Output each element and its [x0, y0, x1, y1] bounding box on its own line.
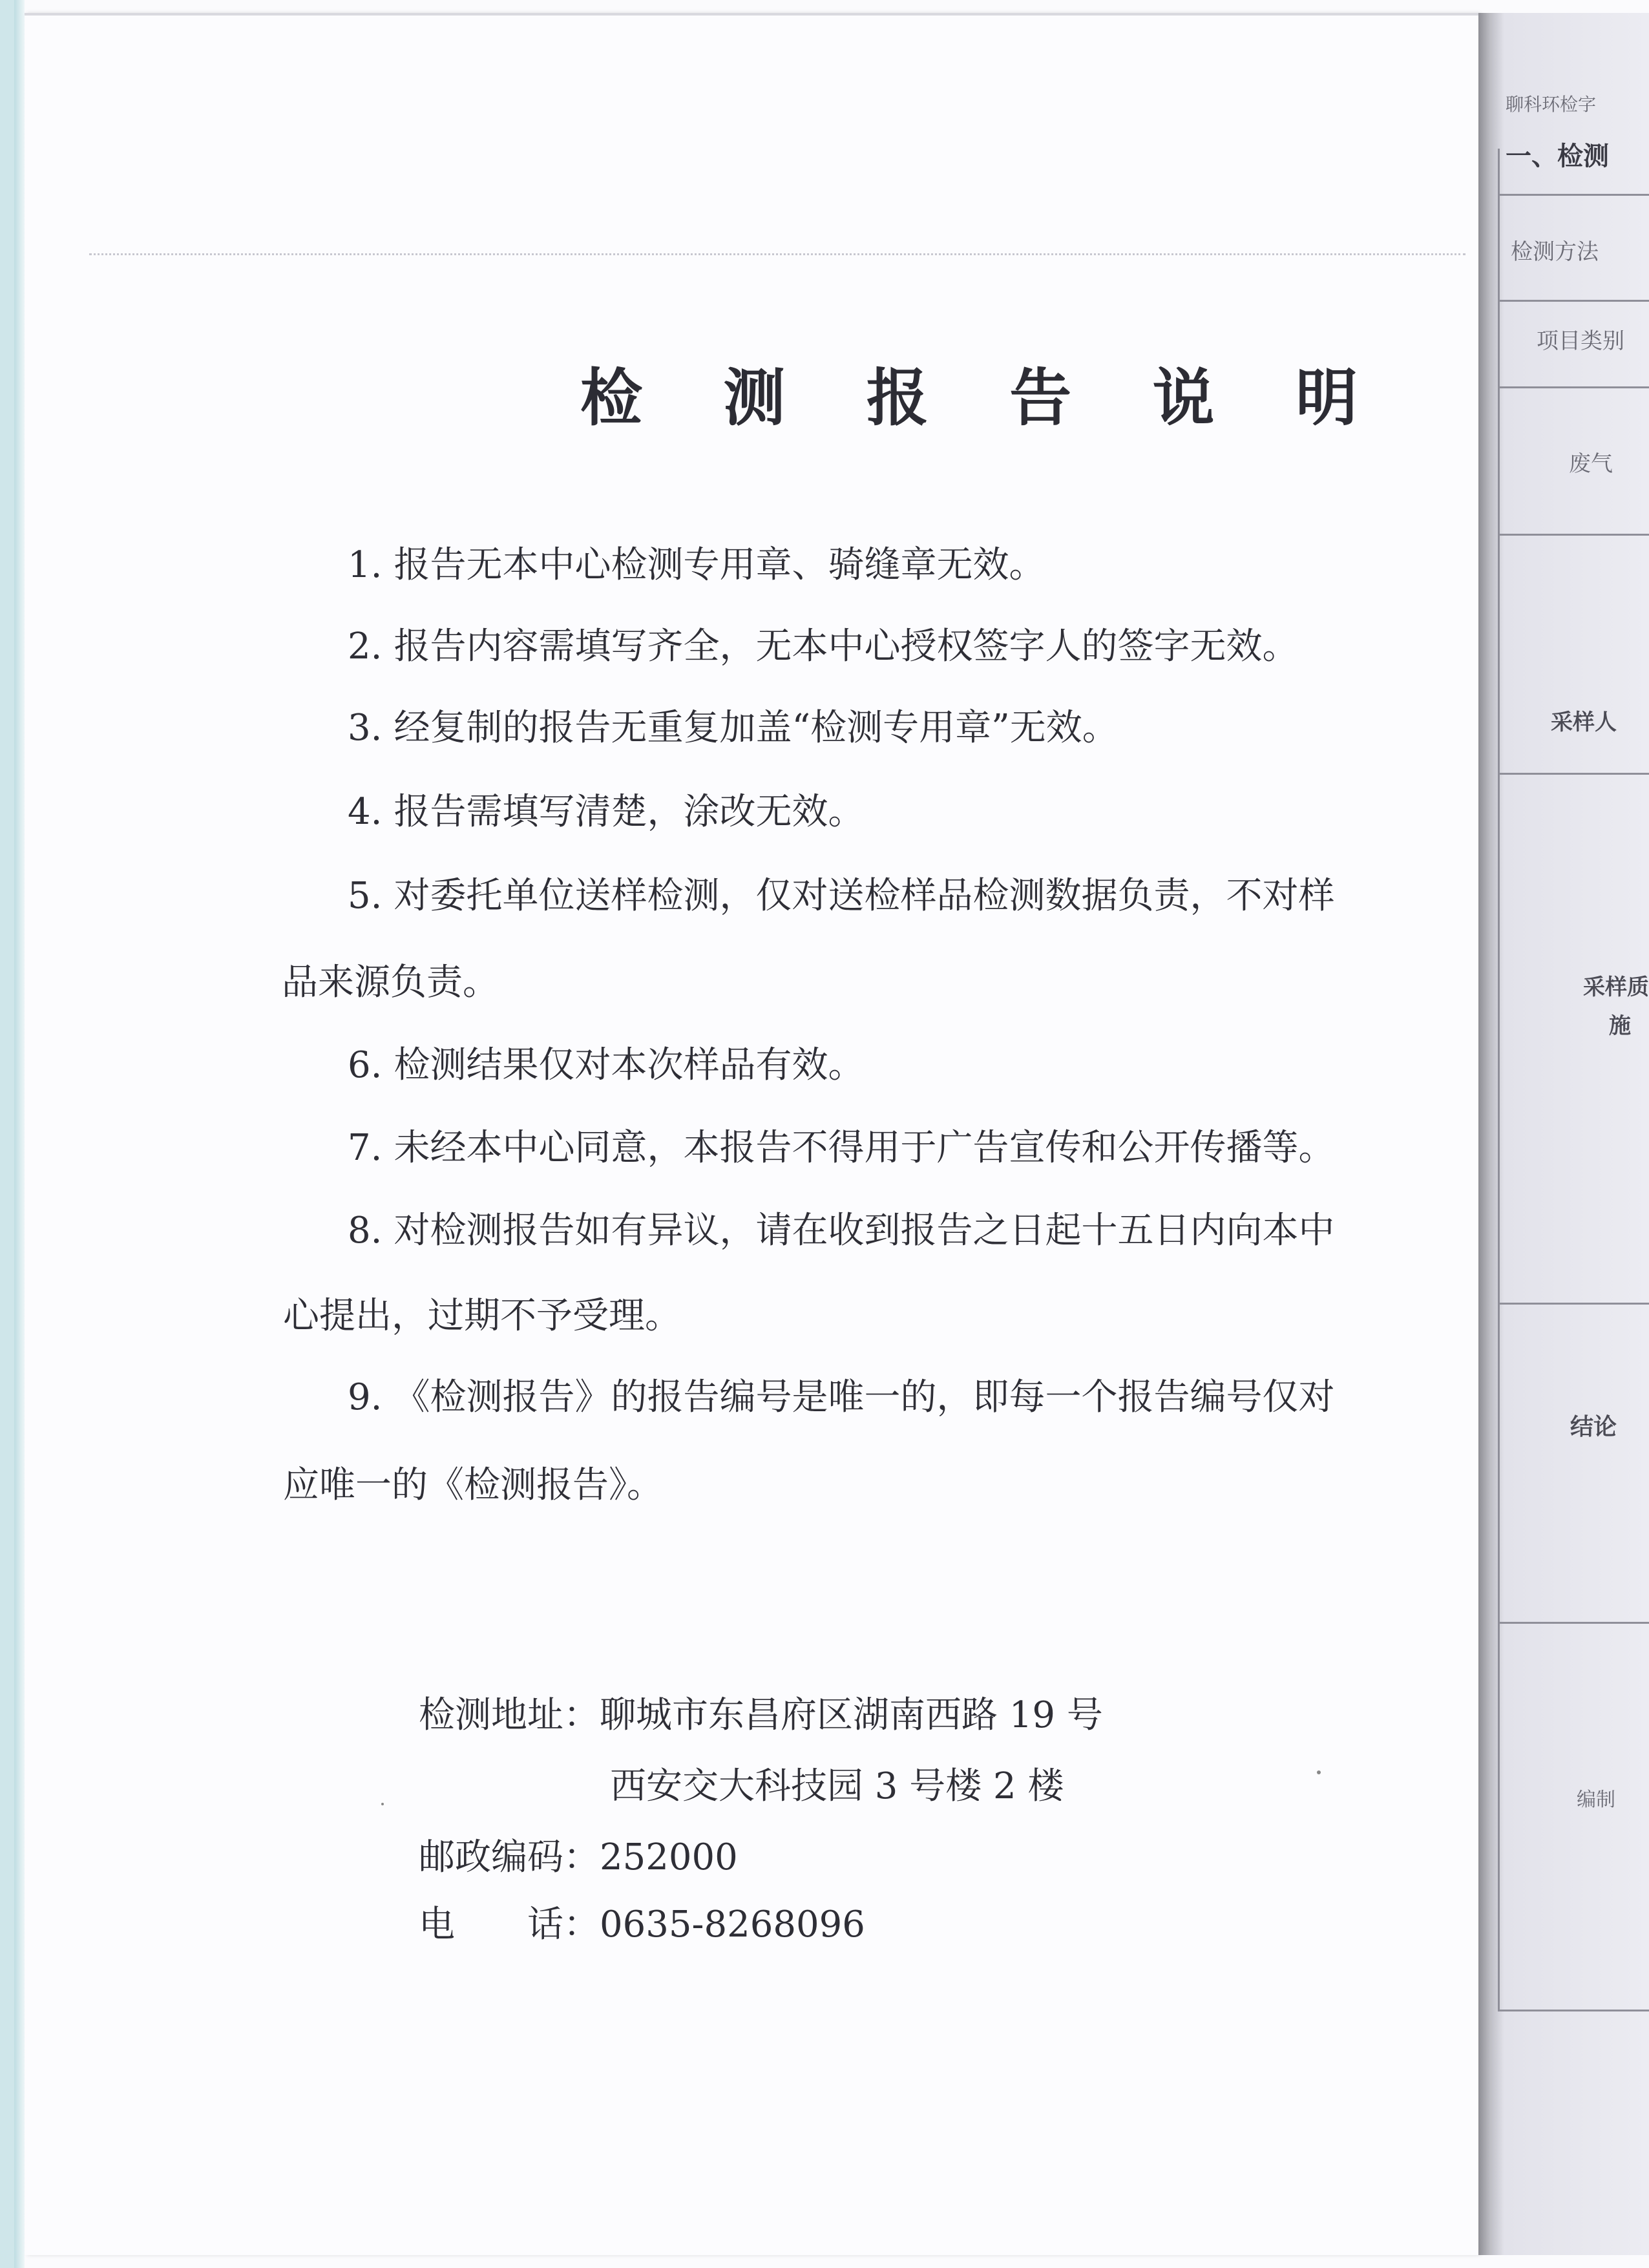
phone-label: 电 话：	[419, 1904, 600, 1946]
dotted-divider	[89, 253, 1465, 255]
phone-value: 0635-8268096	[600, 1904, 865, 1946]
adjacent-cell: 编制	[1577, 1789, 1615, 1811]
adjacent-cell: 检测方法	[1511, 239, 1599, 265]
adjacent-table-line	[1498, 773, 1649, 775]
adjacent-cell: 结论	[1570, 1414, 1617, 1440]
adjacent-cell: 采样人	[1551, 709, 1617, 735]
adjacent-cell: 施	[1609, 1013, 1631, 1039]
top-rule	[25, 13, 1478, 16]
postcode-label: 邮政编码：	[419, 1836, 600, 1878]
item-number: 4.	[348, 791, 383, 833]
notice-item-3	[348, 699, 1119, 751]
notice-item-5-continued: 品来源负责。	[282, 961, 499, 1003]
notice-item-8	[348, 1202, 1334, 1254]
left-binding-edge	[0, 0, 14, 2268]
notice-item-8-continued: 心提出，过期不予受理。	[283, 1295, 681, 1337]
address-label: 检测地址：	[419, 1694, 600, 1736]
notice-item-4	[348, 783, 864, 835]
postcode-row	[419, 1829, 738, 1880]
item-text: 报告无本中心检测专用章、骑缝章无效。	[394, 544, 1045, 586]
item-number: 1.	[348, 544, 383, 586]
adjacent-cell: 废气	[1569, 451, 1613, 477]
adjacent-table-line	[1498, 1622, 1649, 1624]
adjacent-table-line	[1498, 386, 1649, 388]
adjacent-table-line	[1498, 2010, 1649, 2011]
item-number: 8.	[348, 1210, 383, 1252]
scan-speck	[1317, 1770, 1321, 1774]
adjacent-table-line	[1498, 534, 1649, 536]
left-binding-shadow	[14, 0, 25, 2268]
adjacent-cell: 采样质	[1583, 974, 1649, 1000]
phone-row	[419, 1896, 865, 1948]
notice-item-9	[348, 1369, 1334, 1420]
postcode-value: 252000	[600, 1836, 738, 1878]
address-line-2: 西安交大科技园 3 号楼 2 楼	[610, 1765, 1064, 1807]
item-text: 经复制的报告无重复加盖“检测专用章”无效。	[394, 707, 1119, 749]
adjacent-table-line	[1498, 300, 1649, 302]
scan-speck	[381, 1803, 384, 1805]
item-text: 对委托单位送样检测，仅对送检样品检测数据负责，不对样	[394, 875, 1335, 917]
notice-item-7	[348, 1119, 1334, 1171]
notice-item-9-continued: 应唯一的《检测报告》。	[283, 1464, 663, 1506]
item-text: 《检测报告》的报告编号是唯一的，即每一个报告编号仅对	[394, 1376, 1335, 1418]
notice-item-2	[348, 618, 1298, 669]
report-page	[25, 13, 1478, 2255]
address-line-1: 聊城市东昌府区湖南西路 19 号	[600, 1694, 1103, 1736]
notice-item-6	[348, 1036, 864, 1088]
item-number: 6.	[348, 1044, 383, 1086]
item-number: 7.	[348, 1127, 383, 1169]
adjacent-table-line	[1498, 194, 1649, 196]
page-title: 检 测 报 告 说 明	[580, 361, 1388, 434]
adjacent-section-heading: 一、检测	[1506, 142, 1609, 171]
item-text: 检测结果仅对本次样品有效。	[394, 1044, 865, 1086]
item-text: 报告需填写清楚，涂改无效。	[394, 791, 865, 833]
address-row	[419, 1686, 1103, 1738]
item-text: 对检测报告如有异议，请在收到报告之日起十五日内向本中	[394, 1210, 1335, 1252]
item-number: 9.	[348, 1376, 383, 1418]
item-text: 未经本中心同意，本报告不得用于广告宣传和公开传播等。	[394, 1127, 1335, 1169]
adjacent-table-border	[1498, 149, 1500, 2010]
adjacent-table-line	[1498, 1303, 1649, 1305]
notice-item-1	[348, 536, 1045, 588]
item-number: 5.	[348, 875, 383, 917]
item-number: 3.	[348, 707, 383, 749]
notice-item-5	[348, 867, 1334, 919]
adjacent-page-header: 聊科环检字	[1506, 94, 1597, 115]
item-number: 2.	[348, 625, 383, 667]
adjacent-cell: 项目类别	[1537, 328, 1624, 354]
item-text: 报告内容需填写齐全，无本中心授权签字人的签字无效。	[394, 625, 1299, 667]
